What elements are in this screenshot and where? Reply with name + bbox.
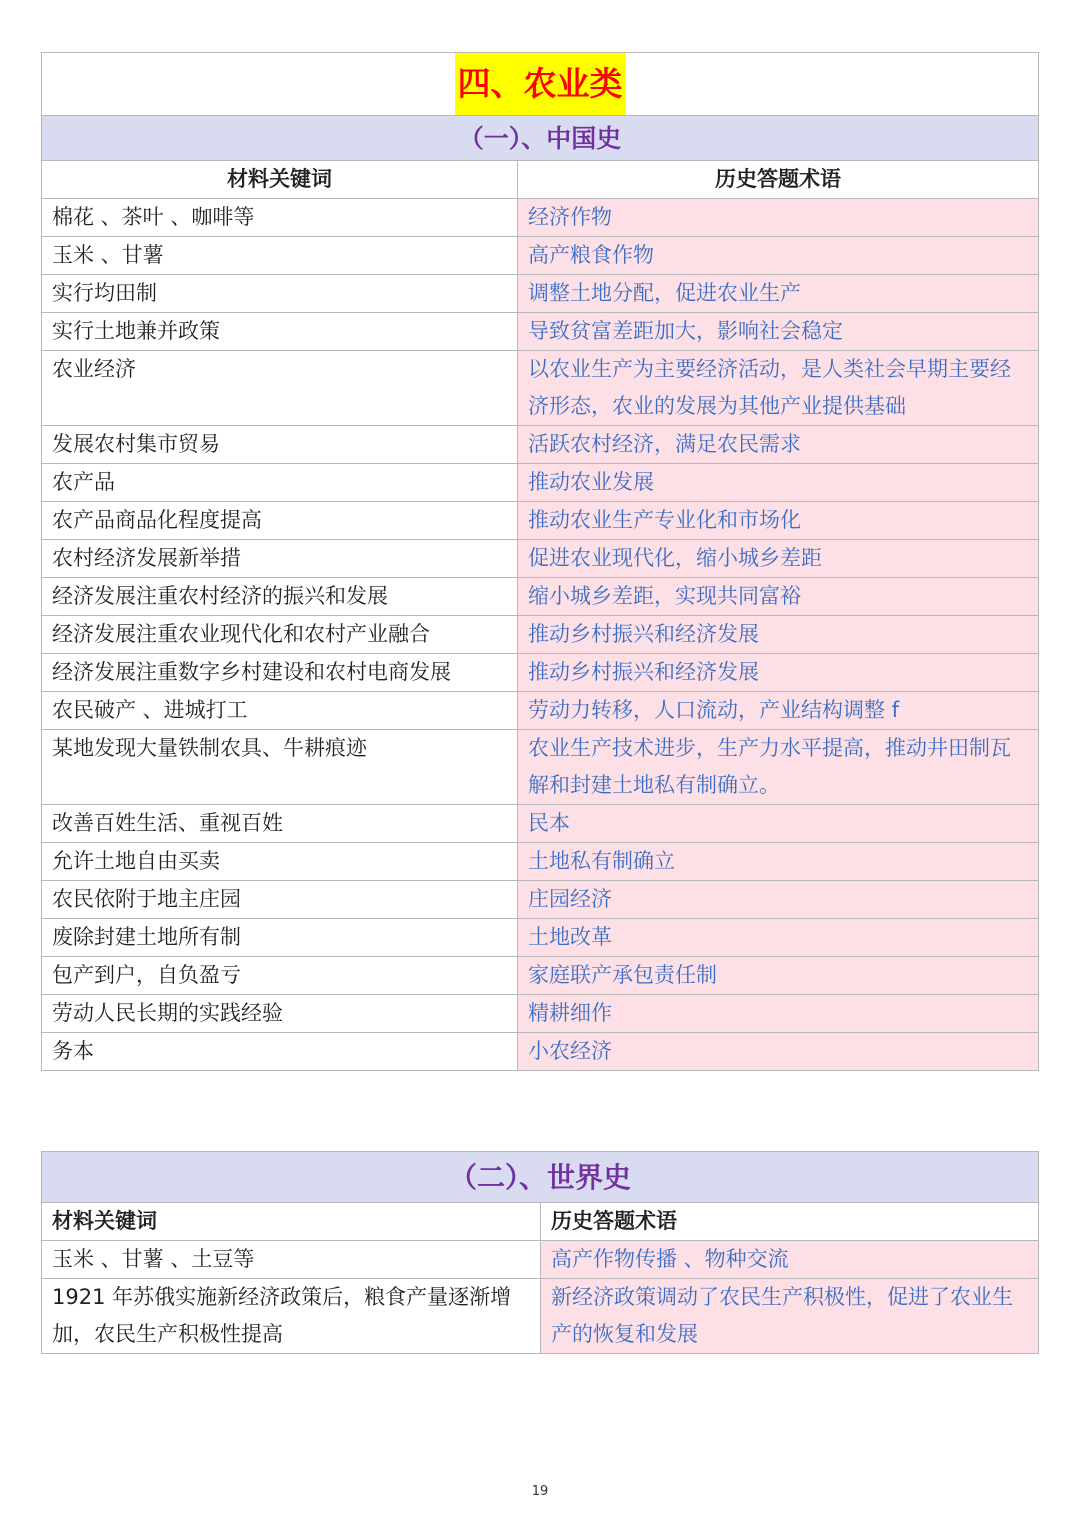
term-cell: 农业生产技术进步，生产力水平提高，推动井田制瓦解和封建土地私有制确立。: [518, 730, 1039, 805]
table-row: [42, 616, 1039, 654]
table-row: [42, 881, 1039, 919]
title-row: [42, 53, 1039, 116]
keyword-cell: 农村经济发展新举措: [42, 540, 518, 578]
keyword-cell: 1921 年苏俄实施新经济政策后，粮食产量逐渐增加，农民生产积极性提高: [42, 1279, 541, 1354]
table-row: [42, 730, 1039, 805]
keyword-cell: 务本: [42, 1033, 518, 1071]
table-row: [42, 1241, 1039, 1279]
column-header-terms: 历史答题术语: [541, 1203, 1039, 1241]
agriculture-china-table-block: [41, 52, 1038, 1071]
term-cell: 精耕细作: [518, 995, 1039, 1033]
table-row: [42, 843, 1039, 881]
keyword-cell: 某地发现大量铁制农具、牛耕痕迹: [42, 730, 518, 805]
keyword-cell: 经济发展注重数字乡村建设和农村电商发展: [42, 654, 518, 692]
keyword-cell: 允许土地自由买卖: [42, 843, 518, 881]
term-cell: 庄园经济: [518, 881, 1039, 919]
world-history-table: [41, 1151, 1039, 1354]
term-cell: 推动农业发展: [518, 464, 1039, 502]
term-cell: 推动农业生产专业化和市场化: [518, 502, 1039, 540]
keyword-cell: 农产品: [42, 464, 518, 502]
table-row: [42, 1033, 1039, 1071]
keyword-cell: 农民依附于地主庄园: [42, 881, 518, 919]
table-row: [42, 351, 1039, 426]
keyword-cell: 劳动人民长期的实践经验: [42, 995, 518, 1033]
table-row: [42, 237, 1039, 275]
keyword-cell: 农民破产 、进城打工: [42, 692, 518, 730]
table-row: [42, 995, 1039, 1033]
table-row: [42, 957, 1039, 995]
keyword-cell: 农业经济: [42, 351, 518, 426]
keyword-cell: 玉米 、甘薯 、土豆等: [42, 1241, 541, 1279]
table-row: [42, 805, 1039, 843]
table-row: [42, 692, 1039, 730]
keyword-cell: 废除封建土地所有制: [42, 919, 518, 957]
column-header-terms: 历史答题术语: [518, 161, 1039, 199]
term-cell: 推动乡村振兴和经济发展: [518, 654, 1039, 692]
keyword-cell: 经济发展注重农业现代化和农村产业融合: [42, 616, 518, 654]
table-row: [42, 919, 1039, 957]
term-cell: 推动乡村振兴和经济发展: [518, 616, 1039, 654]
term-cell: 土地改革: [518, 919, 1039, 957]
section-heading-world: （二）、世界史: [42, 1152, 1039, 1203]
term-cell: 小农经济: [518, 1033, 1039, 1071]
section-heading-row: [42, 116, 1039, 161]
keyword-cell: 农产品商品化程度提高: [42, 502, 518, 540]
term-cell: 民本: [518, 805, 1039, 843]
term-cell: 经济作物: [518, 199, 1039, 237]
table-row: [42, 540, 1039, 578]
term-cell: 活跃农村经济，满足农民需求: [518, 426, 1039, 464]
term-cell: 土地私有制确立: [518, 843, 1039, 881]
column-header-row: [42, 1203, 1039, 1241]
section-heading-row: [42, 1152, 1039, 1203]
section-heading-china: （一）、中国史: [42, 116, 1039, 161]
china-history-table: [41, 52, 1039, 1071]
term-cell: 家庭联产承包责任制: [518, 957, 1039, 995]
term-cell: 高产作物传播 、物种交流: [541, 1241, 1039, 1279]
page-number: 19: [531, 1484, 549, 1499]
keyword-cell: 经济发展注重农村经济的振兴和发展: [42, 578, 518, 616]
keyword-cell: 实行均田制: [42, 275, 518, 313]
column-header-keywords: 材料关键词: [42, 1203, 541, 1241]
table-row: [42, 313, 1039, 351]
column-header-keywords: 材料关键词: [42, 161, 518, 199]
table-row: [42, 464, 1039, 502]
keyword-cell: 实行土地兼并政策: [42, 313, 518, 351]
keyword-cell: 发展农村集市贸易: [42, 426, 518, 464]
term-cell: 新经济政策调动了农民生产积极性，促进了农业生产的恢复和发展: [541, 1279, 1039, 1354]
keyword-cell: 棉花 、茶叶 、咖啡等: [42, 199, 518, 237]
keyword-cell: 改善百姓生活、重视百姓: [42, 805, 518, 843]
column-header-row: [42, 161, 1039, 199]
keyword-cell: 包产到户，自负盈亏: [42, 957, 518, 995]
page-title: 四、农业类: [455, 53, 626, 115]
table-row: [42, 1279, 1039, 1354]
term-cell: 劳动力转移，人口流动，产业结构调整 f: [518, 692, 1039, 730]
table-row: [42, 199, 1039, 237]
term-cell: 高产粮食作物: [518, 237, 1039, 275]
table-row: [42, 654, 1039, 692]
term-cell: 导致贫富差距加大，影响社会稳定: [518, 313, 1039, 351]
table-row: [42, 578, 1039, 616]
table-row: [42, 502, 1039, 540]
term-cell: 调整土地分配，促进农业生产: [518, 275, 1039, 313]
term-cell: 以农业生产为主要经济活动，是人类社会早期主要经济形态，农业的发展为其他产业提供基础: [518, 351, 1039, 426]
term-cell: 缩小城乡差距，实现共同富裕: [518, 578, 1039, 616]
keyword-cell: 玉米 、甘薯: [42, 237, 518, 275]
table-row: [42, 275, 1039, 313]
agriculture-world-table-block: [41, 1151, 1038, 1354]
term-cell: 促进农业现代化，缩小城乡差距: [518, 540, 1039, 578]
table-row: [42, 426, 1039, 464]
